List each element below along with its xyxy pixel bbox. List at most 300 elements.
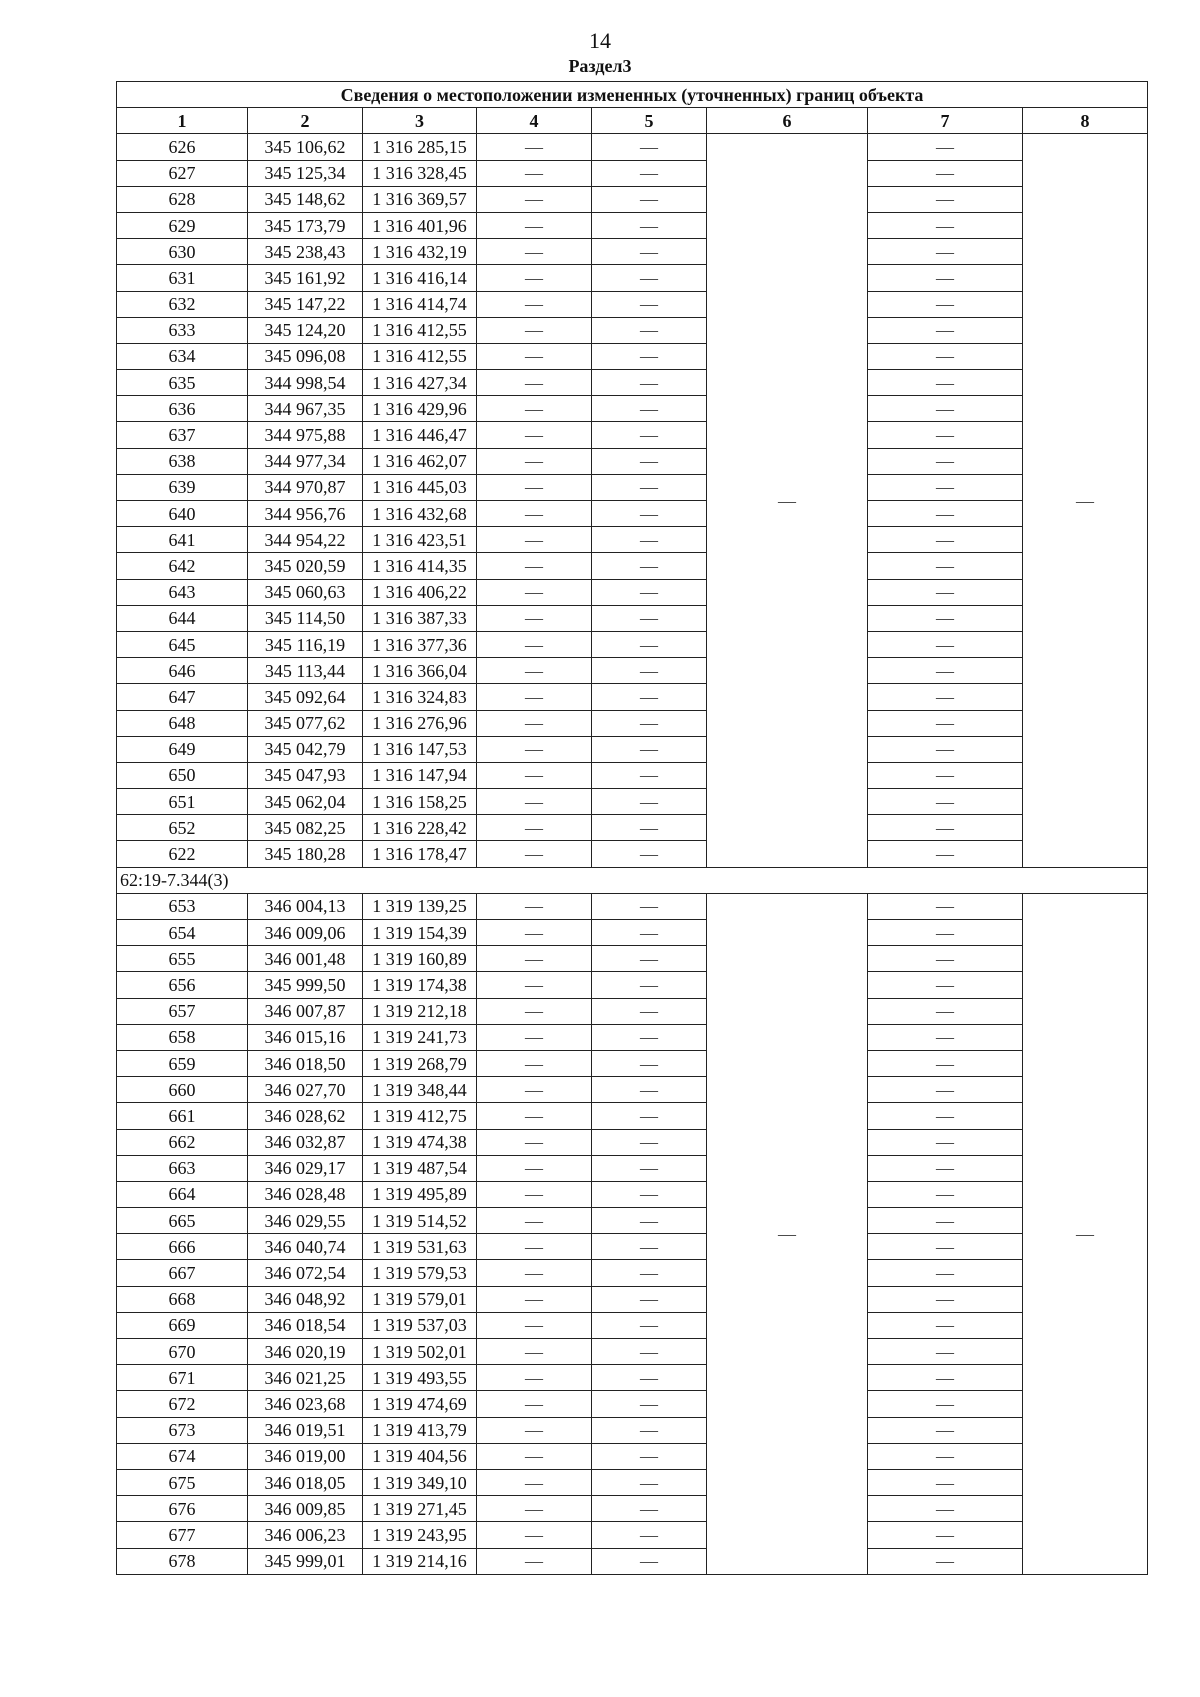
col4-cell: — <box>477 1417 592 1443</box>
col4-cell: — <box>477 1548 592 1574</box>
y-coordinate-cell: 1 319 514,52 <box>363 1208 477 1234</box>
point-number-cell: 650 <box>117 762 248 788</box>
col4-cell: — <box>477 265 592 291</box>
col4-cell: — <box>477 396 592 422</box>
y-coordinate-cell: 1 316 423,51 <box>363 527 477 553</box>
y-coordinate-cell: 1 319 474,38 <box>363 1129 477 1155</box>
col7-cell: — <box>868 291 1023 317</box>
table-row <box>117 684 1148 710</box>
col4-cell: — <box>477 579 592 605</box>
col5-cell: — <box>592 1496 707 1522</box>
y-coordinate-cell: 1 316 446,47 <box>363 422 477 448</box>
y-coordinate-cell: 1 319 579,53 <box>363 1260 477 1286</box>
point-number-cell: 673 <box>117 1417 248 1443</box>
x-coordinate-cell: 346 018,50 <box>248 1050 363 1076</box>
col5-cell: — <box>592 1155 707 1181</box>
y-coordinate-cell: 1 316 406,22 <box>363 579 477 605</box>
col7-cell: — <box>868 1339 1023 1365</box>
point-number-cell: 645 <box>117 631 248 657</box>
table-row <box>117 422 1148 448</box>
col6-merged-cell: — <box>707 893 868 1574</box>
table-row <box>117 1312 1148 1338</box>
point-number-cell: 644 <box>117 605 248 631</box>
column-header: 8 <box>1023 108 1148 134</box>
point-number-cell: 651 <box>117 789 248 815</box>
col7-cell: — <box>868 265 1023 291</box>
col5-cell: — <box>592 815 707 841</box>
x-coordinate-cell: 346 009,06 <box>248 920 363 946</box>
col5-cell: — <box>592 1234 707 1260</box>
col5-cell: — <box>592 448 707 474</box>
point-number-cell: 635 <box>117 370 248 396</box>
point-number-cell: 678 <box>117 1548 248 1574</box>
y-coordinate-cell: 1 319 241,73 <box>363 1024 477 1050</box>
col7-cell: — <box>868 448 1023 474</box>
x-coordinate-cell: 345 116,19 <box>248 631 363 657</box>
y-coordinate-cell: 1 319 349,10 <box>363 1469 477 1495</box>
col7-cell: — <box>868 710 1023 736</box>
y-coordinate-cell: 1 319 404,56 <box>363 1443 477 1469</box>
table-row <box>117 1365 1148 1391</box>
point-number-cell: 640 <box>117 501 248 527</box>
y-coordinate-cell: 1 319 139,25 <box>363 893 477 919</box>
table-row <box>117 291 1148 317</box>
col7-cell: — <box>868 1365 1023 1391</box>
table-title-row <box>117 82 1148 108</box>
x-coordinate-cell: 345 060,63 <box>248 579 363 605</box>
y-coordinate-cell: 1 316 429,96 <box>363 396 477 422</box>
col7-cell: — <box>868 1155 1023 1181</box>
table-row <box>117 396 1148 422</box>
point-number-cell: 628 <box>117 186 248 212</box>
col7-cell: — <box>868 762 1023 788</box>
table-row <box>117 605 1148 631</box>
page-number: 14 <box>589 28 611 53</box>
col5-cell: — <box>592 212 707 238</box>
point-number-cell: 669 <box>117 1312 248 1338</box>
point-number-cell: 633 <box>117 317 248 343</box>
x-coordinate-cell: 346 009,85 <box>248 1496 363 1522</box>
x-coordinate-cell: 346 048,92 <box>248 1286 363 1312</box>
col4-cell: — <box>477 239 592 265</box>
col4-cell: — <box>477 710 592 736</box>
x-coordinate-cell: 346 032,87 <box>248 1129 363 1155</box>
table-row <box>117 1391 1148 1417</box>
col4-cell: — <box>477 1077 592 1103</box>
point-number-cell: 664 <box>117 1181 248 1207</box>
point-number-cell: 636 <box>117 396 248 422</box>
y-coordinate-cell: 1 319 495,89 <box>363 1181 477 1207</box>
x-coordinate-cell: 345 042,79 <box>248 736 363 762</box>
point-number-cell: 629 <box>117 212 248 238</box>
point-number-cell: 676 <box>117 1496 248 1522</box>
col4-cell: — <box>477 186 592 212</box>
col4-cell: — <box>477 474 592 500</box>
x-coordinate-cell: 346 027,70 <box>248 1077 363 1103</box>
x-coordinate-cell: 345 147,22 <box>248 291 363 317</box>
table-row <box>117 1417 1148 1443</box>
point-number-cell: 656 <box>117 972 248 998</box>
y-coordinate-cell: 1 316 414,74 <box>363 291 477 317</box>
table-row <box>117 920 1148 946</box>
col7-cell: — <box>868 343 1023 369</box>
col4-cell: — <box>477 317 592 343</box>
x-coordinate-cell: 346 021,25 <box>248 1365 363 1391</box>
y-coordinate-cell: 1 319 271,45 <box>363 1496 477 1522</box>
x-coordinate-cell: 346 004,13 <box>248 893 363 919</box>
x-coordinate-cell: 346 018,54 <box>248 1312 363 1338</box>
y-coordinate-cell: 1 316 324,83 <box>363 684 477 710</box>
column-header: 5 <box>592 108 707 134</box>
col4-cell: — <box>477 1208 592 1234</box>
col5-cell: — <box>592 631 707 657</box>
y-coordinate-cell: 1 316 401,96 <box>363 212 477 238</box>
col7-cell: — <box>868 972 1023 998</box>
point-number-cell: 663 <box>117 1155 248 1181</box>
col7-cell: — <box>868 736 1023 762</box>
col4-cell: — <box>477 789 592 815</box>
y-coordinate-cell: 1 316 412,55 <box>363 343 477 369</box>
col4-cell: — <box>477 815 592 841</box>
x-coordinate-cell: 345 113,44 <box>248 658 363 684</box>
col5-cell: — <box>592 239 707 265</box>
table-row <box>117 160 1148 186</box>
col5-cell: — <box>592 1365 707 1391</box>
y-coordinate-cell: 1 316 432,68 <box>363 501 477 527</box>
x-coordinate-cell: 344 975,88 <box>248 422 363 448</box>
table-row <box>117 1339 1148 1365</box>
col4-cell: — <box>477 212 592 238</box>
table-title: Сведения о местоположении измененных (уточненных) границ объекта <box>117 82 1148 108</box>
coordinates-table <box>116 81 1148 1575</box>
col5-cell: — <box>592 579 707 605</box>
col6-merged-cell: — <box>707 134 868 867</box>
col5-cell: — <box>592 1181 707 1207</box>
y-coordinate-cell: 1 316 414,35 <box>363 553 477 579</box>
x-coordinate-cell: 345 125,34 <box>248 160 363 186</box>
col7-cell: — <box>868 920 1023 946</box>
table-row <box>117 474 1148 500</box>
col7-cell: — <box>868 160 1023 186</box>
y-coordinate-cell: 1 319 214,16 <box>363 1548 477 1574</box>
table-row <box>117 658 1148 684</box>
point-number-cell: 634 <box>117 343 248 369</box>
point-number-cell: 670 <box>117 1339 248 1365</box>
col5-cell: — <box>592 658 707 684</box>
col5-cell: — <box>592 1260 707 1286</box>
group-label: 62:19-7.344(3) <box>117 867 1148 893</box>
col5-cell: — <box>592 1208 707 1234</box>
table-row <box>117 1208 1148 1234</box>
x-coordinate-cell: 345 077,62 <box>248 710 363 736</box>
col4-cell: — <box>477 1260 592 1286</box>
table-row <box>117 1443 1148 1469</box>
y-coordinate-cell: 1 319 174,38 <box>363 972 477 998</box>
table-row <box>117 212 1148 238</box>
table-row <box>117 317 1148 343</box>
table-row <box>117 815 1148 841</box>
table-row <box>117 134 1148 160</box>
col7-cell: — <box>868 553 1023 579</box>
table-row <box>117 893 1148 919</box>
point-number-cell: 677 <box>117 1522 248 1548</box>
col5-cell: — <box>592 1417 707 1443</box>
group-label-row <box>117 867 1148 893</box>
table-row <box>117 1469 1148 1495</box>
col5-cell: — <box>592 946 707 972</box>
x-coordinate-cell: 346 029,17 <box>248 1155 363 1181</box>
y-coordinate-cell: 1 316 445,03 <box>363 474 477 500</box>
table-body <box>117 134 1148 1574</box>
col4-cell: — <box>477 160 592 186</box>
point-number-cell: 639 <box>117 474 248 500</box>
col5-cell: — <box>592 291 707 317</box>
table-row <box>117 1181 1148 1207</box>
col4-cell: — <box>477 1024 592 1050</box>
col5-cell: — <box>592 1443 707 1469</box>
col7-cell: — <box>868 658 1023 684</box>
table-row <box>117 186 1148 212</box>
table-row <box>117 1260 1148 1286</box>
col7-cell: — <box>868 1522 1023 1548</box>
col4-cell: — <box>477 1522 592 1548</box>
y-coordinate-cell: 1 316 158,25 <box>363 789 477 815</box>
col5-cell: — <box>592 1469 707 1495</box>
y-coordinate-cell: 1 319 412,75 <box>363 1103 477 1129</box>
col4-cell: — <box>477 1339 592 1365</box>
col7-cell: — <box>868 186 1023 212</box>
col7-cell: — <box>868 893 1023 919</box>
col4-cell: — <box>477 1365 592 1391</box>
col7-cell: — <box>868 422 1023 448</box>
col4-cell: — <box>477 1234 592 1260</box>
col5-cell: — <box>592 998 707 1024</box>
point-number-cell: 646 <box>117 658 248 684</box>
table-row <box>117 1103 1148 1129</box>
y-coordinate-cell: 1 319 413,79 <box>363 1417 477 1443</box>
x-coordinate-cell: 346 018,05 <box>248 1469 363 1495</box>
col4-cell: — <box>477 134 592 160</box>
point-number-cell: 665 <box>117 1208 248 1234</box>
y-coordinate-cell: 1 316 178,47 <box>363 841 477 867</box>
table-row <box>117 1129 1148 1155</box>
col5-cell: — <box>592 1103 707 1129</box>
point-number-cell: 647 <box>117 684 248 710</box>
x-coordinate-cell: 345 161,92 <box>248 265 363 291</box>
point-number-cell: 660 <box>117 1077 248 1103</box>
table-row <box>117 1155 1148 1181</box>
y-coordinate-cell: 1 319 268,79 <box>363 1050 477 1076</box>
table-row <box>117 1024 1148 1050</box>
y-coordinate-cell: 1 316 432,19 <box>363 239 477 265</box>
col7-cell: — <box>868 579 1023 605</box>
x-coordinate-cell: 345 238,43 <box>248 239 363 265</box>
point-number-cell: 641 <box>117 527 248 553</box>
table-row <box>117 789 1148 815</box>
x-coordinate-cell: 345 047,93 <box>248 762 363 788</box>
col4-cell: — <box>477 1181 592 1207</box>
col5-cell: — <box>592 186 707 212</box>
col7-cell: — <box>868 239 1023 265</box>
col7-cell: — <box>868 212 1023 238</box>
y-coordinate-cell: 1 316 147,94 <box>363 762 477 788</box>
col5-cell: — <box>592 605 707 631</box>
x-coordinate-cell: 345 180,28 <box>248 841 363 867</box>
point-number-cell: 632 <box>117 291 248 317</box>
col4-cell: — <box>477 972 592 998</box>
x-coordinate-cell: 345 124,20 <box>248 317 363 343</box>
col4-cell: — <box>477 448 592 474</box>
col7-cell: — <box>868 1260 1023 1286</box>
y-coordinate-cell: 1 319 212,18 <box>363 998 477 1024</box>
table-row <box>117 579 1148 605</box>
y-coordinate-cell: 1 319 160,89 <box>363 946 477 972</box>
x-coordinate-cell: 344 956,76 <box>248 501 363 527</box>
y-coordinate-cell: 1 316 285,15 <box>363 134 477 160</box>
y-coordinate-cell: 1 316 412,55 <box>363 317 477 343</box>
col5-cell: — <box>592 527 707 553</box>
point-number-cell: 626 <box>117 134 248 160</box>
point-number-cell: 658 <box>117 1024 248 1050</box>
x-coordinate-cell: 346 028,48 <box>248 1181 363 1207</box>
table-row <box>117 841 1148 867</box>
table-row <box>117 265 1148 291</box>
col5-cell: — <box>592 1286 707 1312</box>
col7-cell: — <box>868 684 1023 710</box>
col5-cell: — <box>592 1312 707 1338</box>
col7-cell: — <box>868 1469 1023 1495</box>
x-coordinate-cell: 346 023,68 <box>248 1391 363 1417</box>
col5-cell: — <box>592 422 707 448</box>
col5-cell: — <box>592 762 707 788</box>
point-number-cell: 638 <box>117 448 248 474</box>
y-coordinate-cell: 1 316 377,36 <box>363 631 477 657</box>
section-title: Раздел3 <box>568 56 632 76</box>
col7-cell: — <box>868 1391 1023 1417</box>
col5-cell: — <box>592 841 707 867</box>
col7-cell: — <box>868 946 1023 972</box>
point-number-cell: 642 <box>117 553 248 579</box>
column-header: 4 <box>477 108 592 134</box>
x-coordinate-cell: 345 148,62 <box>248 186 363 212</box>
col4-cell: — <box>477 1312 592 1338</box>
x-coordinate-cell: 345 999,01 <box>248 1548 363 1574</box>
point-number-cell: 668 <box>117 1286 248 1312</box>
col7-cell: — <box>868 134 1023 160</box>
point-number-cell: 666 <box>117 1234 248 1260</box>
col4-cell: — <box>477 1391 592 1417</box>
y-coordinate-cell: 1 319 493,55 <box>363 1365 477 1391</box>
col5-cell: — <box>592 1050 707 1076</box>
point-number-cell: 631 <box>117 265 248 291</box>
col7-cell: — <box>868 474 1023 500</box>
table-row <box>117 343 1148 369</box>
point-number-cell: 622 <box>117 841 248 867</box>
x-coordinate-cell: 346 040,74 <box>248 1234 363 1260</box>
col5-cell: — <box>592 710 707 736</box>
x-coordinate-cell: 346 072,54 <box>248 1260 363 1286</box>
col7-cell: — <box>868 317 1023 343</box>
y-coordinate-cell: 1 316 369,57 <box>363 186 477 212</box>
x-coordinate-cell: 346 015,16 <box>248 1024 363 1050</box>
col5-cell: — <box>592 736 707 762</box>
col4-cell: — <box>477 1155 592 1181</box>
y-coordinate-cell: 1 316 416,14 <box>363 265 477 291</box>
col5-cell: — <box>592 1339 707 1365</box>
col7-cell: — <box>868 1496 1023 1522</box>
col4-cell: — <box>477 841 592 867</box>
col4-cell: — <box>477 1286 592 1312</box>
table-row <box>117 239 1148 265</box>
table-row <box>117 946 1148 972</box>
col4-cell: — <box>477 946 592 972</box>
point-number-cell: 659 <box>117 1050 248 1076</box>
y-coordinate-cell: 1 319 531,63 <box>363 1234 477 1260</box>
col7-cell: — <box>868 1077 1023 1103</box>
x-coordinate-cell: 346 029,55 <box>248 1208 363 1234</box>
x-coordinate-cell: 346 028,62 <box>248 1103 363 1129</box>
column-header: 3 <box>363 108 477 134</box>
table-row <box>117 998 1148 1024</box>
col7-cell: — <box>868 1129 1023 1155</box>
point-number-cell: 675 <box>117 1469 248 1495</box>
col5-cell: — <box>592 134 707 160</box>
col7-cell: — <box>868 815 1023 841</box>
x-coordinate-cell: 345 096,08 <box>248 343 363 369</box>
point-number-cell: 657 <box>117 998 248 1024</box>
table-row <box>117 1234 1148 1260</box>
col7-cell: — <box>868 1181 1023 1207</box>
table-row <box>117 1496 1148 1522</box>
col5-cell: — <box>592 920 707 946</box>
x-coordinate-cell: 346 006,23 <box>248 1522 363 1548</box>
col5-cell: — <box>592 317 707 343</box>
table-row <box>117 1077 1148 1103</box>
col4-cell: — <box>477 527 592 553</box>
col5-cell: — <box>592 684 707 710</box>
table-row <box>117 1522 1148 1548</box>
y-coordinate-cell: 1 316 147,53 <box>363 736 477 762</box>
table-row <box>117 1050 1148 1076</box>
point-number-cell: 637 <box>117 422 248 448</box>
table-row <box>117 1286 1148 1312</box>
column-header-row <box>117 108 1148 134</box>
col7-cell: — <box>868 1050 1023 1076</box>
col5-cell: — <box>592 370 707 396</box>
col5-cell: — <box>592 1522 707 1548</box>
col7-cell: — <box>868 396 1023 422</box>
col4-cell: — <box>477 1443 592 1469</box>
col7-cell: — <box>868 789 1023 815</box>
column-header: 2 <box>248 108 363 134</box>
y-coordinate-cell: 1 319 487,54 <box>363 1155 477 1181</box>
y-coordinate-cell: 1 316 427,34 <box>363 370 477 396</box>
col4-cell: — <box>477 553 592 579</box>
col7-cell: — <box>868 1208 1023 1234</box>
col4-cell: — <box>477 1050 592 1076</box>
col4-cell: — <box>477 1129 592 1155</box>
col4-cell: — <box>477 370 592 396</box>
col4-cell: — <box>477 343 592 369</box>
col4-cell: — <box>477 998 592 1024</box>
x-coordinate-cell: 344 998,54 <box>248 370 363 396</box>
y-coordinate-cell: 1 319 243,95 <box>363 1522 477 1548</box>
x-coordinate-cell: 345 020,59 <box>248 553 363 579</box>
x-coordinate-cell: 345 082,25 <box>248 815 363 841</box>
table-row <box>117 501 1148 527</box>
point-number-cell: 648 <box>117 710 248 736</box>
point-number-cell: 653 <box>117 893 248 919</box>
